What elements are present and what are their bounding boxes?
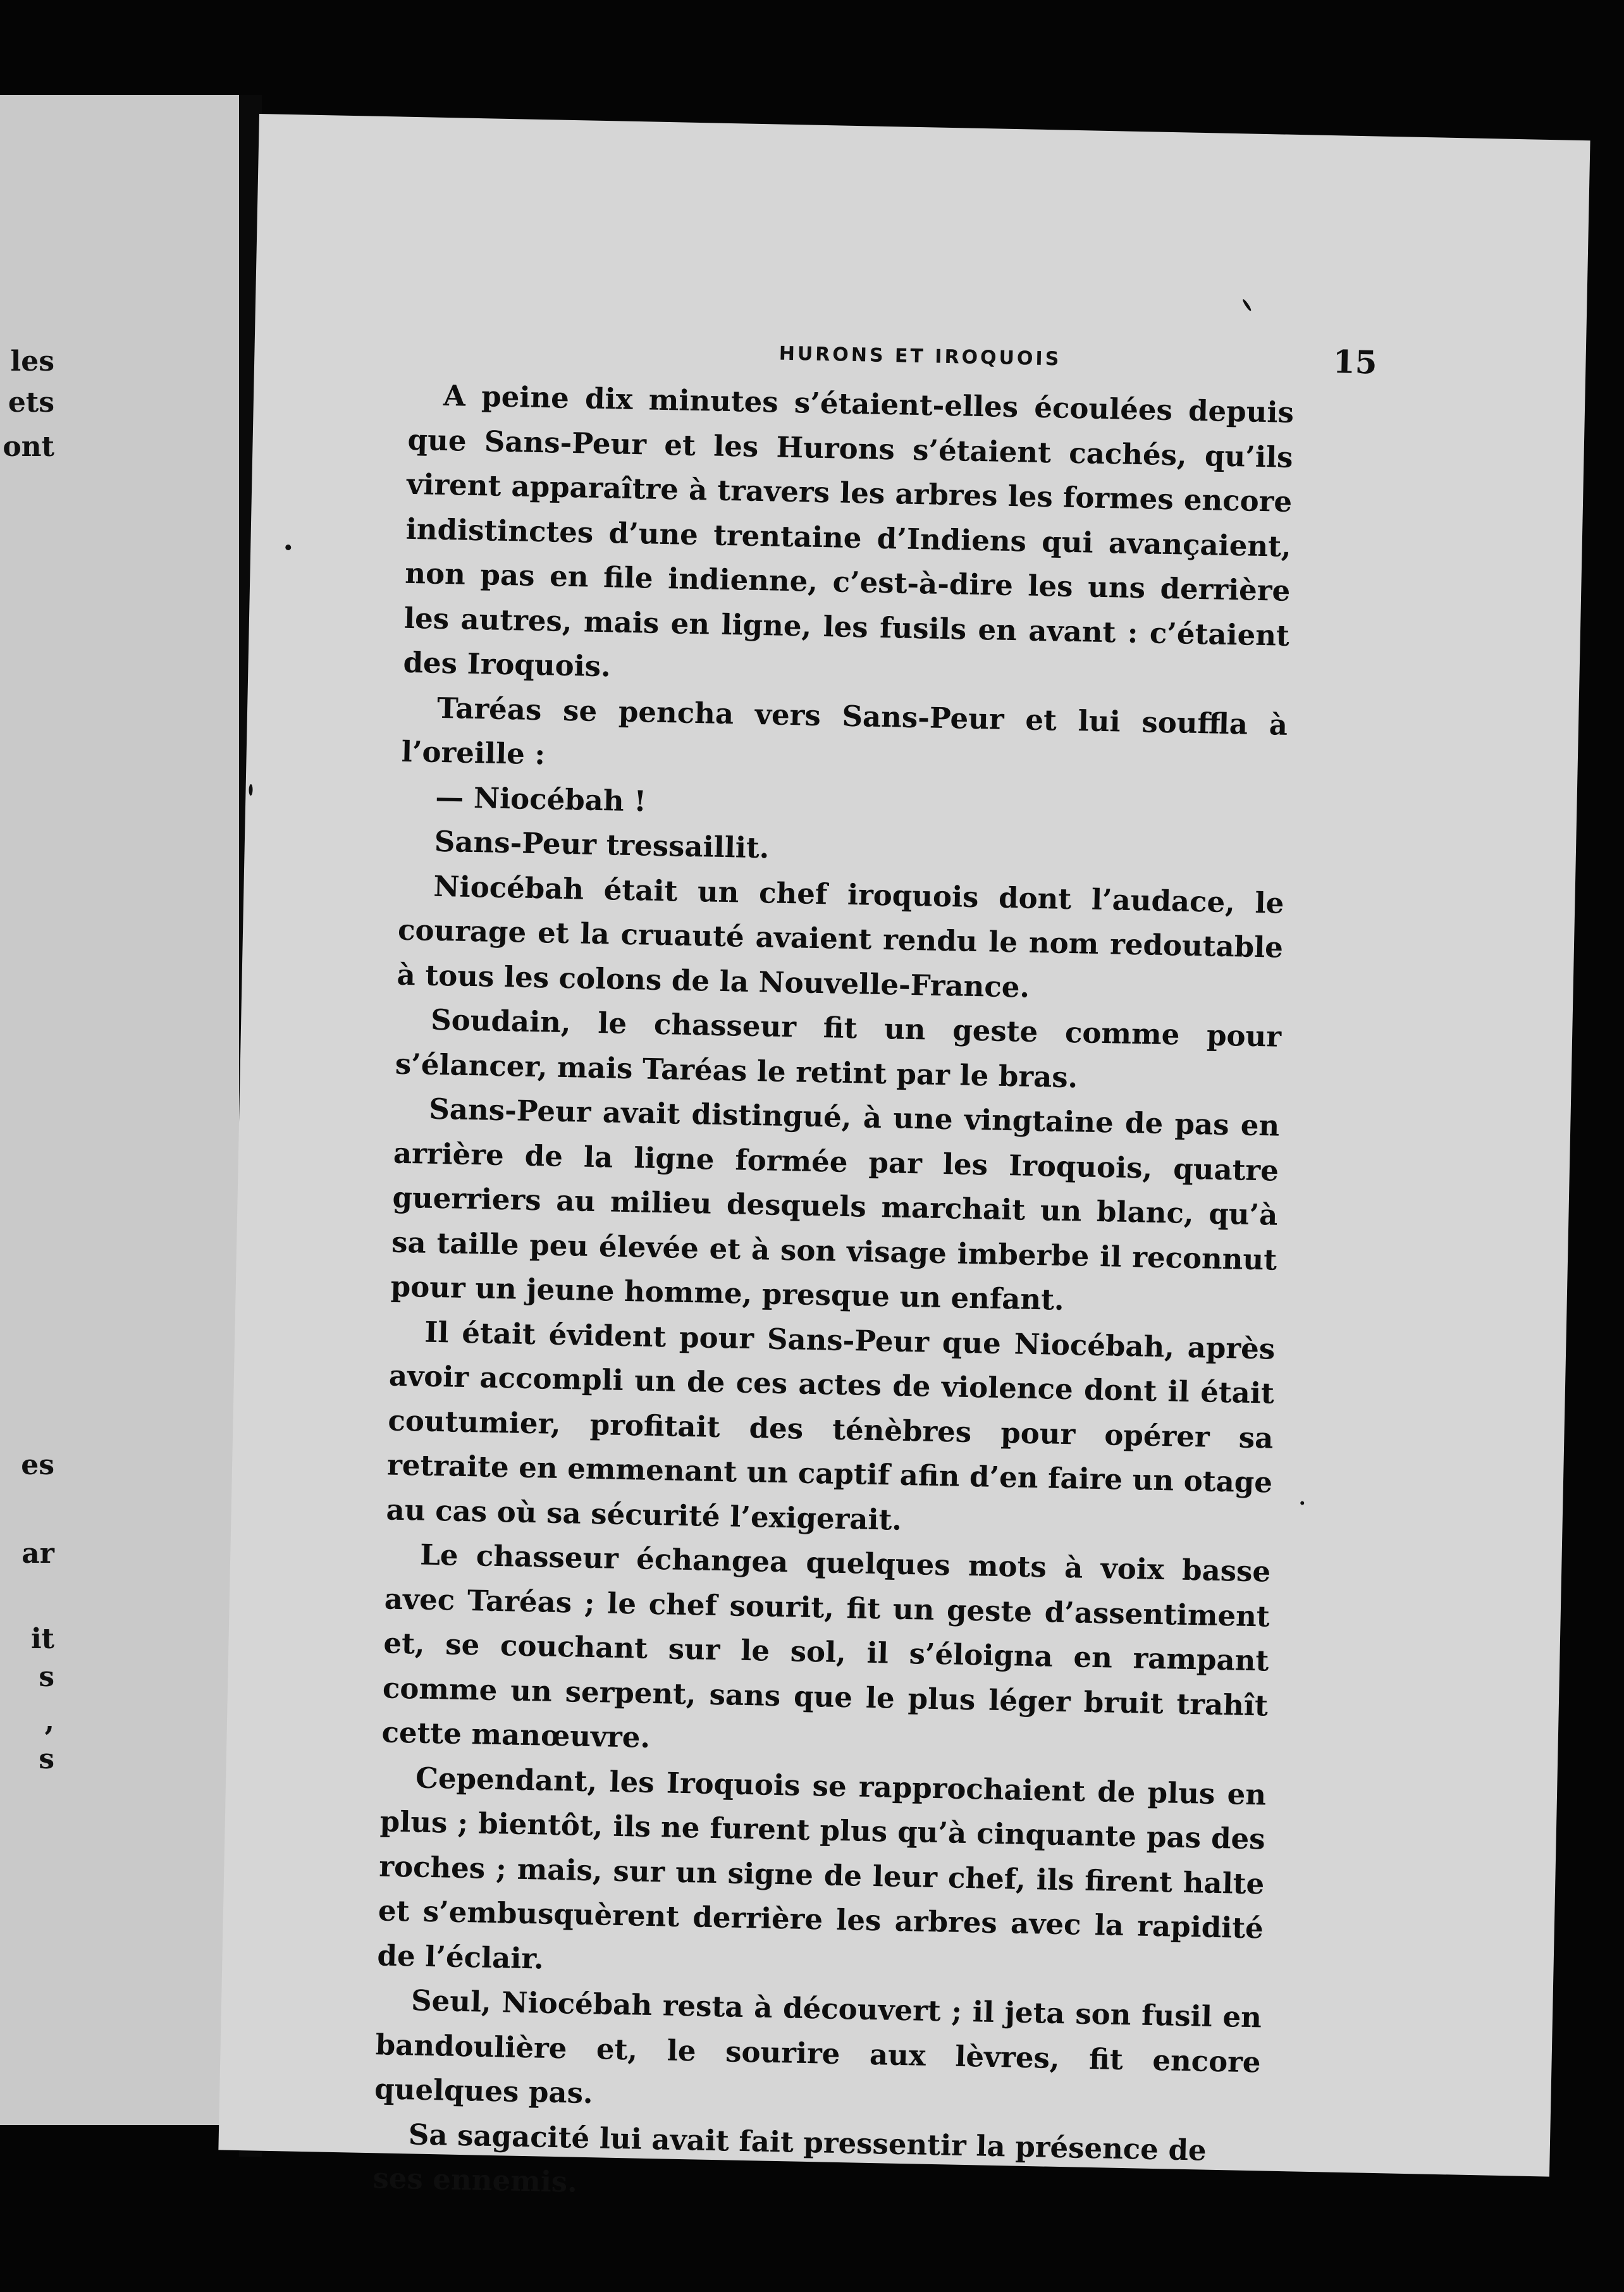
paragraph: Sa sagacité lui avait fait pressentir la présence de ses ennemis. bbox=[372, 2117, 1207, 2199]
left-page-fragment: ar bbox=[22, 1537, 54, 1570]
scan-speck bbox=[285, 545, 291, 550]
left-page-fragment: es bbox=[21, 1449, 54, 1481]
paragraph: Sans-Peur tressaillit. bbox=[434, 824, 770, 865]
left-page-fragment: les bbox=[10, 345, 54, 378]
paragraph: Il était évident pour Sans-Peur que Niocébah, après avoir accompli un de ces actes de violence dont il était coutumier, profitait des ténèbres pour opérer sa retraite en emmenant un captif afin d’en faire un otage au cas où sa sécurité l’exigerait. bbox=[386, 1315, 1276, 1537]
paragraph: Taréas se pencha vers Sans-Peur et lui souffla à l’oreille : bbox=[401, 691, 1288, 772]
running-head: HURONS ET IROQUOIS bbox=[778, 342, 1062, 371]
previous-page bbox=[0, 95, 239, 2125]
paragraph: Soudain, le chasseur fit un geste comme pour s’élancer, mais Taréas le retint par le bras. bbox=[395, 1002, 1282, 1094]
left-page-fragment: ets bbox=[8, 386, 54, 419]
paragraph: Cependant, les Iroquois se rapprochaient de plus en plus ; bientôt, ils ne furent plus qu’à cinquante pas des roches ; mais, sur un signe de leur chef, ils firent halte et s’embusquèrent derrière les arbres avec la rapidité de l’éclair. bbox=[377, 1760, 1267, 1976]
paragraph: A peine dix minutes s’étaient-elles écoulées depuis que Sans-Peur et les Hurons s’étaient cachés, qu’ils virent apparaître à travers les arbres les formes encore indistinctes d’une trentaine d’Indiens qui avançaient, non pas en file indienne, c’est-à-dire les uns derrière les autres, mais en ligne, les fusils en avant : c’étaient des Iroquois. bbox=[403, 378, 1295, 684]
page-number: 15 bbox=[1332, 343, 1378, 381]
scan-speck bbox=[249, 784, 252, 796]
paragraph: Seul, Niocébah resta à découvert ; il jeta son fusil en bandoulière et, le sourire aux lèvres, fit encore quelques pas. bbox=[374, 1983, 1262, 2110]
paragraph: Niocébah était un chef iroquois dont l’audace, le courage et la cruauté avaient rendu le nom redoutable à tous les colons de la Nouvelle-France. bbox=[397, 869, 1284, 1004]
left-page-fragment: ont bbox=[3, 431, 54, 463]
left-page-fragment: it bbox=[30, 1623, 54, 1655]
paragraph: — Niocébah ! bbox=[434, 780, 647, 818]
book-page bbox=[218, 114, 1590, 2199]
scan-speck bbox=[1242, 299, 1252, 312]
paragraph: Le chasseur échangea quelques mots à voix basse avec Taréas ; le chef sourit, fit un geste d’assentiment et, se couchant sur le sol, il s’éloigna en rampant comme un serpent, sans que le plus léger bruit trahît cette manœuvre. bbox=[381, 1537, 1271, 1754]
left-page-fragment: , bbox=[44, 1705, 54, 1737]
scan-speck bbox=[1300, 1501, 1304, 1505]
left-page-fragment: s bbox=[39, 1661, 54, 1693]
paragraph: Sans-Peur avait distingué, à une vingtaine de pas en arrière de la ligne formée par les Iroquois, quatre guerriers au milieu desquels marchait un blanc, qu’à sa taille peu élevée et à son visage imberbe il reconnut pour un jeune homme, presque un enfant. bbox=[390, 1092, 1280, 1317]
left-page-fragment: s bbox=[39, 1743, 54, 1775]
page-body bbox=[372, 373, 1295, 2219]
